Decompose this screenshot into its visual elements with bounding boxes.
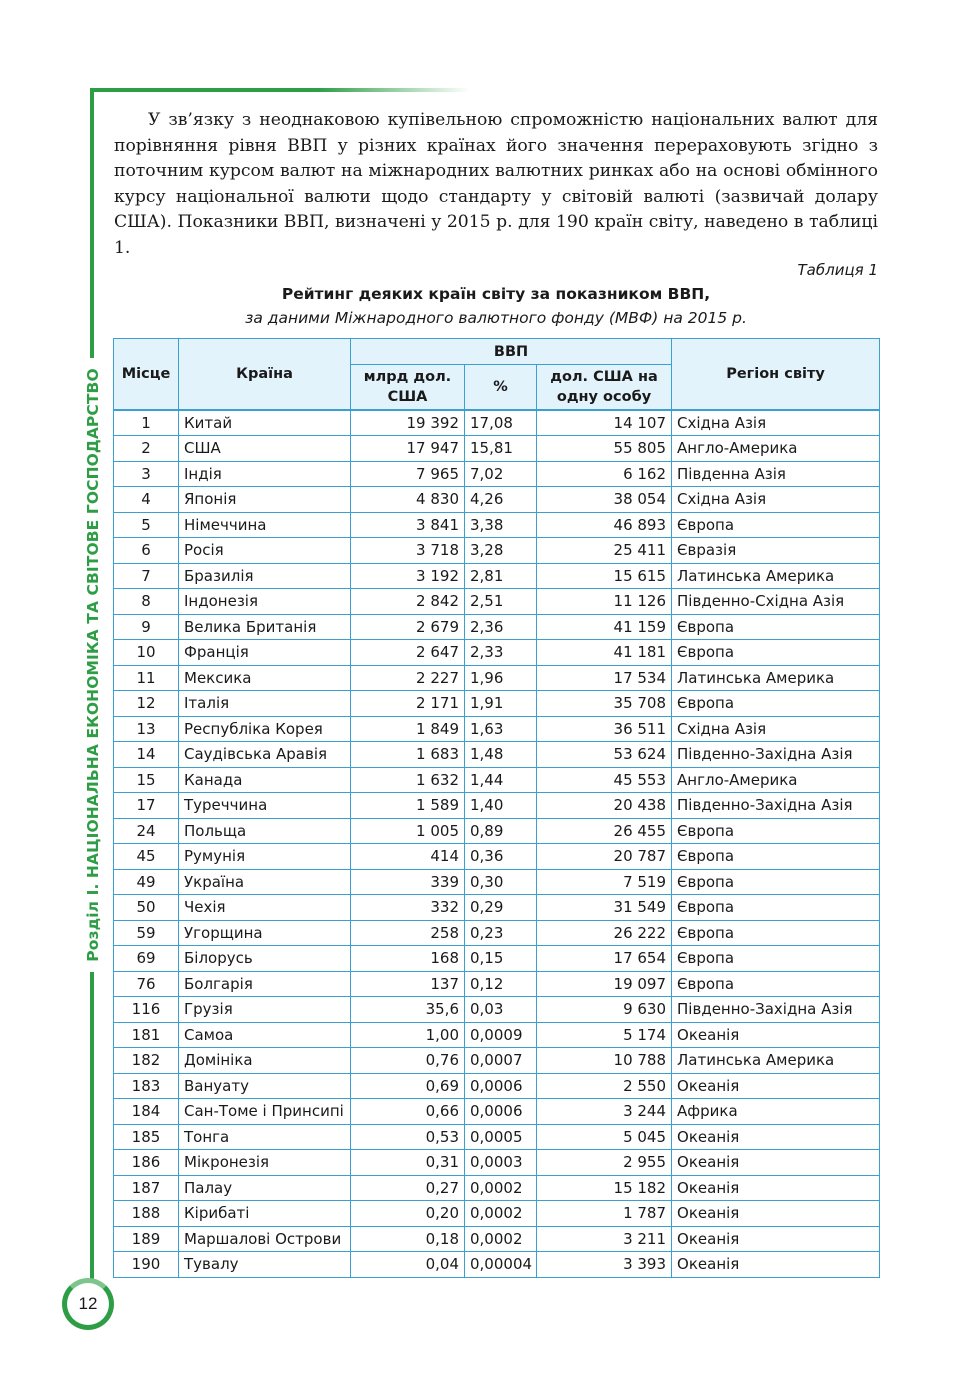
cell-country: Самоа [179,1022,351,1048]
cell-gdp-per-capita: 35 708 [537,691,672,717]
header-gdp-per-capita: дол. США на одну особу [537,365,672,410]
cell-gdp-pct: 2,81 [465,563,537,589]
cell-gdp-bn: 3 841 [351,512,465,538]
table-body [114,410,880,1278]
table-row [114,844,880,870]
cell-gdp-bn: 0,69 [351,1073,465,1099]
table-row [114,971,880,997]
table-row [114,895,880,921]
cell-gdp-bn: 3 718 [351,538,465,564]
cell-gdp-per-capita: 20 787 [537,844,672,870]
cell-gdp-bn: 332 [351,895,465,921]
cell-gdp-bn: 2 227 [351,665,465,691]
cell-region: Океанія [672,1022,880,1048]
cell-country: Сан-Томе і Принсипі [179,1099,351,1125]
header-place: Місце [114,339,179,410]
cell-gdp-pct: 1,40 [465,793,537,819]
cell-country: Румунія [179,844,351,870]
cell-region: Євразія [672,538,880,564]
cell-gdp-bn: 1 683 [351,742,465,768]
cell-gdp-per-capita: 6 162 [537,461,672,487]
cell-country: Саудівська Аравія [179,742,351,768]
table-row [114,665,880,691]
cell-gdp-pct: 0,15 [465,946,537,972]
cell-place: 5 [114,512,179,538]
cell-gdp-bn: 3 192 [351,563,465,589]
cell-gdp-pct: 0,36 [465,844,537,870]
cell-gdp-per-capita: 20 438 [537,793,672,819]
cell-gdp-per-capita: 31 549 [537,895,672,921]
cell-region: Європа [672,869,880,895]
cell-gdp-pct: 2,51 [465,589,537,615]
cell-gdp-per-capita: 1 787 [537,1201,672,1227]
cell-country: Домініка [179,1048,351,1074]
cell-place: 50 [114,895,179,921]
cell-place: 14 [114,742,179,768]
table-row [114,1252,880,1278]
cell-region: Європа [672,691,880,717]
table-row [114,1124,880,1150]
cell-gdp-per-capita: 7 519 [537,869,672,895]
cell-gdp-pct: 3,28 [465,538,537,564]
cell-place: 9 [114,614,179,640]
table-row [114,538,880,564]
table-row [114,640,880,666]
gdp-ranking-table [113,338,880,1278]
header-gdp-bn: млрд дол. США [351,365,465,410]
cell-gdp-per-capita: 17 654 [537,946,672,972]
cell-gdp-per-capita: 25 411 [537,538,672,564]
cell-region: Латинська Америка [672,665,880,691]
cell-gdp-bn: 137 [351,971,465,997]
cell-region: Латинська Америка [672,563,880,589]
cell-country: Бразилія [179,563,351,589]
cell-gdp-bn: 0,31 [351,1150,465,1176]
cell-country: Мексика [179,665,351,691]
cell-place: 181 [114,1022,179,1048]
cell-place: 49 [114,869,179,895]
cell-gdp-per-capita: 11 126 [537,589,672,615]
cell-gdp-bn: 2 842 [351,589,465,615]
cell-place: 189 [114,1226,179,1252]
cell-region: Англо-Америка [672,436,880,462]
cell-region: Океанія [672,1252,880,1278]
cell-country: США [179,436,351,462]
cell-region: Південно-Західна Азія [672,997,880,1023]
cell-region: Європа [672,640,880,666]
table-row [114,410,880,436]
cell-gdp-pct: 1,63 [465,716,537,742]
table-subtitle: за даними Міжнародного валютного фонду (МВФ) на 2015 р. [245,309,747,327]
cell-gdp-per-capita: 2 955 [537,1150,672,1176]
cell-place: 183 [114,1073,179,1099]
cell-gdp-bn: 4 830 [351,487,465,513]
cell-gdp-pct: 0,0007 [465,1048,537,1074]
cell-gdp-pct: 1,48 [465,742,537,768]
cell-gdp-bn: 339 [351,869,465,895]
cell-gdp-pct: 0,0005 [465,1124,537,1150]
cell-country: Канада [179,767,351,793]
cell-gdp-per-capita: 41 159 [537,614,672,640]
cell-region: Африка [672,1099,880,1125]
cell-gdp-pct: 0,0002 [465,1201,537,1227]
cell-place: 184 [114,1099,179,1125]
cell-gdp-pct: 1,44 [465,767,537,793]
section-side-title-text: Розділ І. НАЦІОНАЛЬНА ЕКОНОМІКА ТА СВІТОВЕ ГОСПОДАРСТВО [84,358,102,971]
cell-gdp-bn: 17 947 [351,436,465,462]
cell-gdp-per-capita: 41 181 [537,640,672,666]
section-side-title [66,368,120,962]
cell-gdp-per-capita: 19 097 [537,971,672,997]
cell-gdp-bn: 2 647 [351,640,465,666]
table-row [114,1226,880,1252]
cell-gdp-pct: 0,29 [465,895,537,921]
cell-country: Маршалові Острови [179,1226,351,1252]
table-row [114,436,880,462]
cell-gdp-per-capita: 5 174 [537,1022,672,1048]
table-row [114,946,880,972]
cell-country: Італія [179,691,351,717]
table-row [114,1175,880,1201]
cell-place: 11 [114,665,179,691]
cell-country: Росія [179,538,351,564]
cell-gdp-per-capita: 53 624 [537,742,672,768]
cell-region: Південно-Західна Азія [672,742,880,768]
table-row [114,742,880,768]
table-row [114,767,880,793]
cell-country: Кірибаті [179,1201,351,1227]
cell-gdp-pct: 3,38 [465,512,537,538]
cell-country: Україна [179,869,351,895]
cell-region: Східна Азія [672,716,880,742]
table-row [114,614,880,640]
cell-gdp-pct: 15,81 [465,436,537,462]
table-row [114,997,880,1023]
cell-place: 2 [114,436,179,462]
cell-gdp-pct: 4,26 [465,487,537,513]
cell-gdp-pct: 0,0003 [465,1150,537,1176]
cell-region: Європа [672,971,880,997]
cell-place: 185 [114,1124,179,1150]
cell-gdp-pct: 1,91 [465,691,537,717]
cell-place: 15 [114,767,179,793]
cell-gdp-per-capita: 55 805 [537,436,672,462]
cell-place: 13 [114,716,179,742]
cell-region: Латинська Америка [672,1048,880,1074]
header-country: Країна [179,339,351,410]
cell-country: Франція [179,640,351,666]
header-region: Регіон світу [672,339,880,410]
cell-gdp-per-capita: 46 893 [537,512,672,538]
cell-region: Європа [672,946,880,972]
cell-region: Океанія [672,1124,880,1150]
table-row [114,920,880,946]
cell-gdp-per-capita: 26 455 [537,818,672,844]
cell-gdp-bn: 0,66 [351,1099,465,1125]
header-gdp-pct: % [465,365,537,410]
cell-region: Південна Азія [672,461,880,487]
cell-region: Океанія [672,1175,880,1201]
table-label: Таблиця 1 [797,261,878,279]
table-row [114,1048,880,1074]
cell-country: Грузія [179,997,351,1023]
cell-gdp-pct: 17,08 [465,410,537,436]
cell-country: Палау [179,1175,351,1201]
cell-place: 17 [114,793,179,819]
cell-gdp-pct: 0,0006 [465,1073,537,1099]
table-row [114,1099,880,1125]
cell-country: Велика Британія [179,614,351,640]
cell-gdp-per-capita: 38 054 [537,487,672,513]
cell-gdp-bn: 258 [351,920,465,946]
cell-gdp-bn: 1 849 [351,716,465,742]
cell-country: Туреччина [179,793,351,819]
cell-place: 7 [114,563,179,589]
cell-place: 45 [114,844,179,870]
cell-place: 1 [114,410,179,436]
cell-gdp-per-capita: 2 550 [537,1073,672,1099]
table-row [114,461,880,487]
page-number: 12 [78,1294,98,1313]
cell-gdp-per-capita: 3 244 [537,1099,672,1125]
cell-country: Тувалу [179,1252,351,1278]
table-row [114,589,880,615]
cell-country: Болгарія [179,971,351,997]
cell-country: Індія [179,461,351,487]
table-title: Рейтинг деяких країн світу за показником ВВП, [281,285,711,303]
cell-gdp-per-capita: 9 630 [537,997,672,1023]
cell-gdp-per-capita: 14 107 [537,410,672,436]
cell-gdp-per-capita: 26 222 [537,920,672,946]
cell-country: Японія [179,487,351,513]
cell-gdp-pct: 0,0002 [465,1226,537,1252]
cell-gdp-pct: 2,33 [465,640,537,666]
cell-region: Океанія [672,1201,880,1227]
cell-gdp-bn: 2 171 [351,691,465,717]
cell-country: Мікронезія [179,1150,351,1176]
cell-region: Європа [672,895,880,921]
cell-place: 186 [114,1150,179,1176]
table-row [114,716,880,742]
cell-gdp-pct: 0,12 [465,971,537,997]
cell-place: 8 [114,589,179,615]
cell-gdp-pct: 0,89 [465,818,537,844]
cell-region: Європа [672,512,880,538]
cell-gdp-bn: 2 679 [351,614,465,640]
intro-paragraph: У зв’язку з неоднаковою купівельною спроможністю національних валют для порівняння рівня ВВП у різних країнах його значення перераховують згідно з поточним курсом валют на міжнародних валютних ринках або на основі обмінного курсу національної валюти щодо стандарту у світовій валюті (зазвичай долару США). Показники ВВП, визначені у 2015 р. для 190 країн світу, наведено в таблиці 1. [114,110,878,258]
cell-country: Китай [179,410,351,436]
cell-region: Океанія [672,1150,880,1176]
cell-place: 6 [114,538,179,564]
cell-gdp-pct: 0,0002 [465,1175,537,1201]
table-row [114,1201,880,1227]
cell-place: 182 [114,1048,179,1074]
cell-gdp-bn: 1 589 [351,793,465,819]
cell-place: 187 [114,1175,179,1201]
cell-gdp-pct: 0,23 [465,920,537,946]
cell-region: Океанія [672,1073,880,1099]
cell-gdp-per-capita: 3 393 [537,1252,672,1278]
cell-gdp-bn: 1 632 [351,767,465,793]
table-row [114,1073,880,1099]
cell-country: Чехія [179,895,351,921]
page-number-badge [62,1278,114,1330]
cell-gdp-bn: 0,04 [351,1252,465,1278]
cell-region: Англо-Америка [672,767,880,793]
cell-gdp-per-capita: 45 553 [537,767,672,793]
cell-gdp-bn: 1,00 [351,1022,465,1048]
cell-region: Європа [672,614,880,640]
cell-place: 190 [114,1252,179,1278]
cell-gdp-bn: 0,20 [351,1201,465,1227]
cell-gdp-bn: 0,18 [351,1226,465,1252]
cell-gdp-per-capita: 3 211 [537,1226,672,1252]
table-row [114,487,880,513]
cell-gdp-pct: 7,02 [465,461,537,487]
cell-place: 4 [114,487,179,513]
top-green-rule [90,88,470,92]
cell-gdp-pct: 0,0006 [465,1099,537,1125]
cell-gdp-bn: 0,27 [351,1175,465,1201]
table-row [114,869,880,895]
cell-place: 188 [114,1201,179,1227]
cell-place: 76 [114,971,179,997]
cell-country: Угорщина [179,920,351,946]
cell-gdp-per-capita: 36 511 [537,716,672,742]
cell-region: Східна Азія [672,487,880,513]
cell-gdp-bn: 7 965 [351,461,465,487]
cell-place: 59 [114,920,179,946]
cell-gdp-per-capita: 15 615 [537,563,672,589]
cell-region: Південно-Західна Азія [672,793,880,819]
cell-gdp-bn: 168 [351,946,465,972]
cell-gdp-pct: 0,00004 [465,1252,537,1278]
cell-place: 69 [114,946,179,972]
cell-gdp-pct: 1,96 [465,665,537,691]
cell-country: Німеччина [179,512,351,538]
cell-place: 12 [114,691,179,717]
table-row [114,691,880,717]
cell-gdp-bn: 0,53 [351,1124,465,1150]
cell-gdp-per-capita: 10 788 [537,1048,672,1074]
cell-region: Океанія [672,1226,880,1252]
cell-region: Європа [672,920,880,946]
cell-gdp-bn: 1 005 [351,818,465,844]
table-row [114,793,880,819]
cell-country: Польща [179,818,351,844]
table-row [114,512,880,538]
cell-gdp-per-capita: 15 182 [537,1175,672,1201]
cell-country: Республіка Корея [179,716,351,742]
cell-place: 10 [114,640,179,666]
cell-gdp-pct: 2,36 [465,614,537,640]
cell-country: Індонезія [179,589,351,615]
table-row [114,563,880,589]
cell-gdp-per-capita: 5 045 [537,1124,672,1150]
cell-gdp-per-capita: 17 534 [537,665,672,691]
table-row [114,818,880,844]
cell-region: Європа [672,844,880,870]
cell-place: 3 [114,461,179,487]
cell-gdp-bn: 0,76 [351,1048,465,1074]
cell-gdp-bn: 19 392 [351,410,465,436]
cell-country: Білорусь [179,946,351,972]
cell-gdp-bn: 35,6 [351,997,465,1023]
cell-gdp-pct: 0,30 [465,869,537,895]
cell-region: Європа [672,818,880,844]
cell-region: Південно-Східна Азія [672,589,880,615]
cell-region: Східна Азія [672,410,880,436]
cell-place: 24 [114,818,179,844]
cell-gdp-pct: 0,03 [465,997,537,1023]
cell-country: Вануату [179,1073,351,1099]
table-row [114,1150,880,1176]
cell-place: 116 [114,997,179,1023]
cell-gdp-pct: 0,0009 [465,1022,537,1048]
cell-gdp-bn: 414 [351,844,465,870]
header-gdp: ВВП [351,339,672,365]
table-row [114,1022,880,1048]
cell-country: Тонга [179,1124,351,1150]
